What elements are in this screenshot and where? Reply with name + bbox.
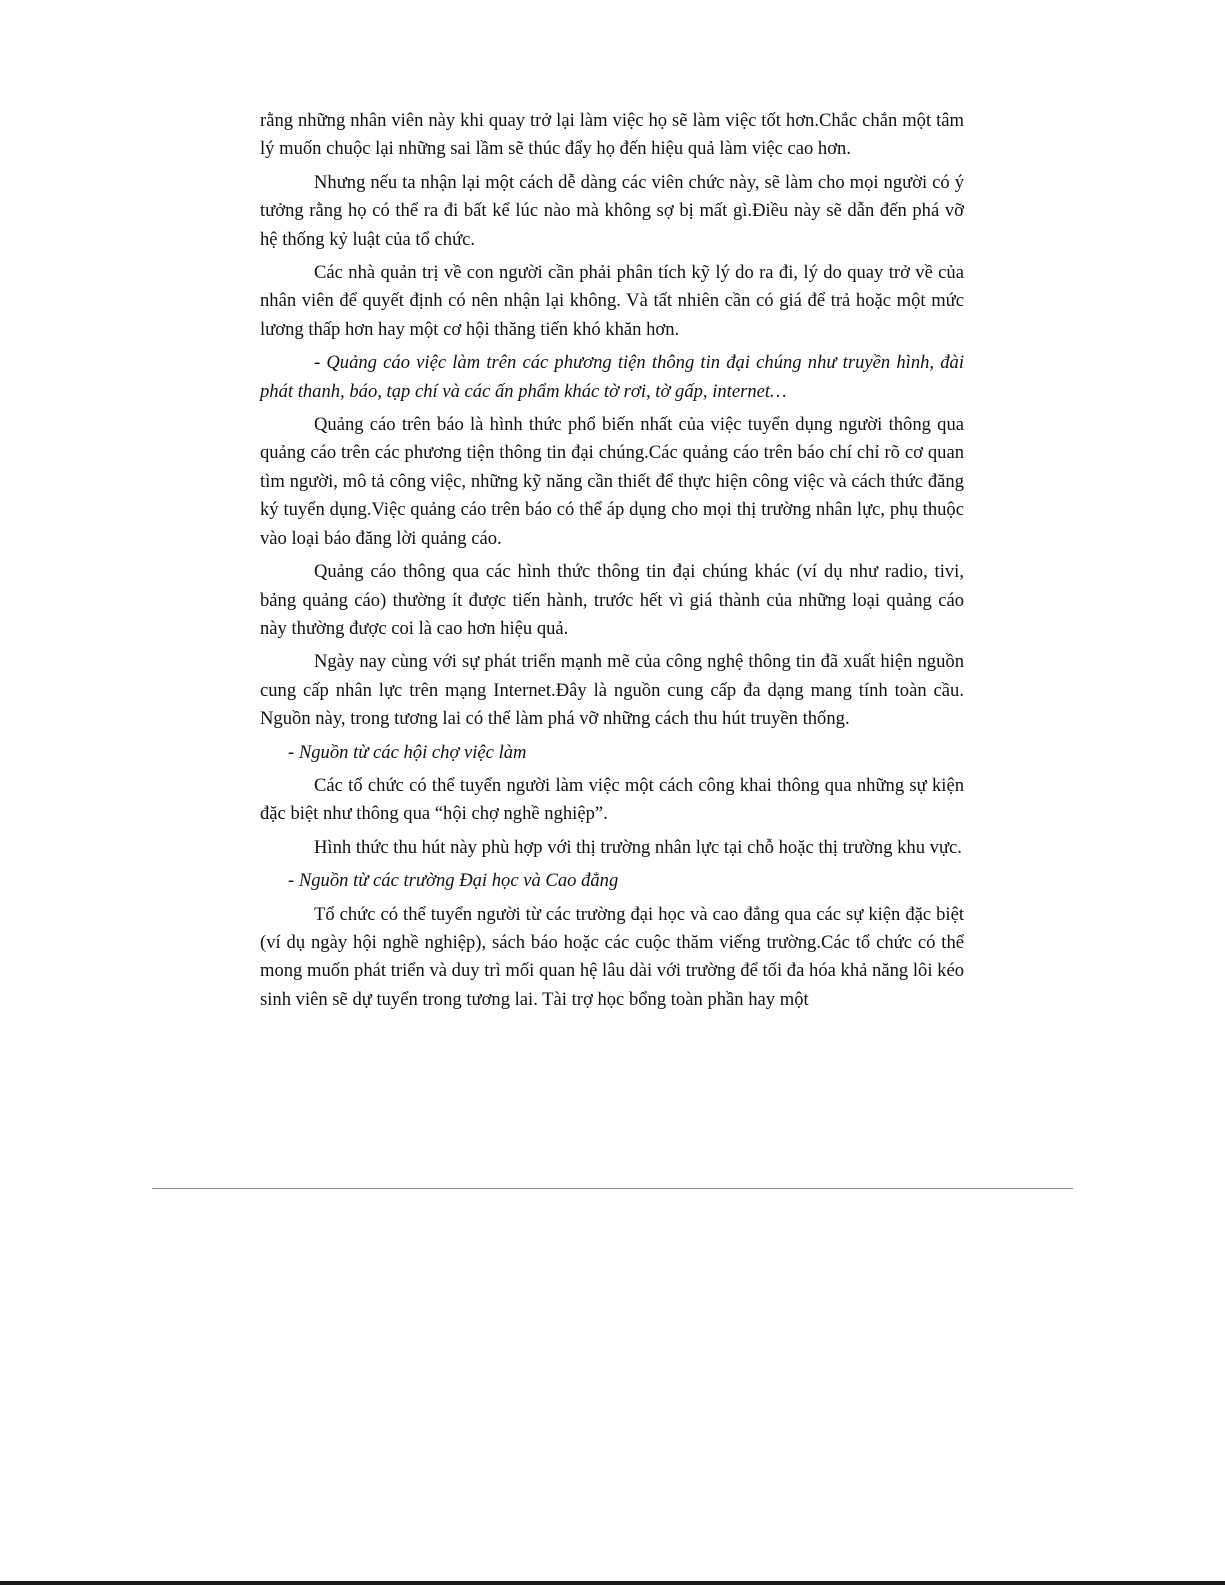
heading-media-advertising: - Quảng cáo việc làm trên các phương tiện thông tin đại chúng như truyền hình, đài phát thanh, báo, tạp chí và các ấn phẩm khác tờ rơi, tờ gấp, internet… [260, 352, 964, 402]
paragraph-newspaper-ads: Quảng cáo trên báo là hình thức phổ biến nhất của việc tuyển dụng người thông qua quảng cáo trên các phương tiện thông tin đại chúng.Các quảng cáo trên báo chí chỉ rõ cơ quan tìm người, mô tả công việc, những kỹ năng cần thiết để thực hiện công việc và cách thức đăng ký tuyển dụng.Việc quảng cáo trên báo có thể áp dụng cho mọi thị trường nhân lực, phụ thuộc vào loại báo đăng lời quảng cáo. [260, 414, 964, 549]
heading-job-fairs: - Nguồn từ các hội chợ việc làm [288, 741, 527, 763]
paragraph-continuation: rằng những nhân viên này khi quay trở lại làm việc họ sẽ làm việc tốt hơn.Chắc chắn một tâm lý muốn chuộc lại những sai lầm sẽ thúc đẩy họ đến hiệu quả làm việc cao hơn. [260, 110, 964, 160]
paragraph-universities: Tổ chức có thể tuyển người từ các trường đại học và cao đẳng qua các sự kiện đặc biệt (ví dụ ngày hội nghề nghiệp), sách báo hoặc các cuộc thăm viếng trường.Các tổ chức có thể mong muốn phát triển và duy trì mối quan hệ lâu dài với trường để tối đa hóa khả năng lôi kéo sinh viên sẽ dự tuyển trong tương lai. Tài trợ học bổng toàn phần hay một [260, 903, 964, 1010]
paragraph-job-fairs-fit: Hình thức thu hút này phù hợp với thị trường nhân lực tại chỗ hoặc thị trường khu vực. [314, 836, 962, 858]
paragraph-internet: Ngày nay cùng với sự phát triển mạnh mẽ của công nghệ thông tin đã xuất hiện nguồn cung cấp nhân lực trên mạng Internet.Đây là nguồn cung cấp đa dạng mang tính toàn cầu. Nguồn này, trong tương lai có thể làm phá vỡ những cách thu hút truyền thống. [260, 651, 964, 730]
paragraph-job-fairs: Các tổ chức có thể tuyển người làm việc một cách công khai thông qua những sự kiện đặc biệt như thông qua “hội chợ nghề nghiệp”. [260, 774, 964, 825]
footer-divider [152, 1188, 1073, 1189]
paragraph-rehire-risk: Nhưng nếu ta nhận lại một cách dễ dàng các viên chức này, sẽ làm cho mọi người có ý tưởng rằng họ có thể ra đi bất kể lúc nào mà không sợ bị mất gì.Điều này sẽ dẫn đến phá vỡ hệ thống kỷ luật của tổ chức. [260, 171, 964, 250]
heading-universities: - Nguồn từ các trường Đại học và Cao đẳng [288, 870, 619, 892]
body-text [260, 107, 964, 1019]
paragraph-other-media: Quảng cáo thông qua các hình thức thông tin đại chúng khác (ví dụ như radio, tivi, bảng quảng cáo) thường ít được tiến hành, trước hết vì giá thành của những loại quảng cáo này thường được coi là cao hơn hiệu quả. [260, 561, 964, 639]
page-bottom-edge [0, 1581, 1225, 1585]
paragraph-rehire-analysis: Các nhà quản trị về con người cần phải phân tích kỹ lý do ra đi, lý do quay trở về của nhân viên để quyết định có nên nhận lại không. Và tất nhiên cần có giá để trả hoặc một mức lương thấp hơn hay một cơ hội thăng tiến khó khăn hơn. [260, 262, 964, 340]
